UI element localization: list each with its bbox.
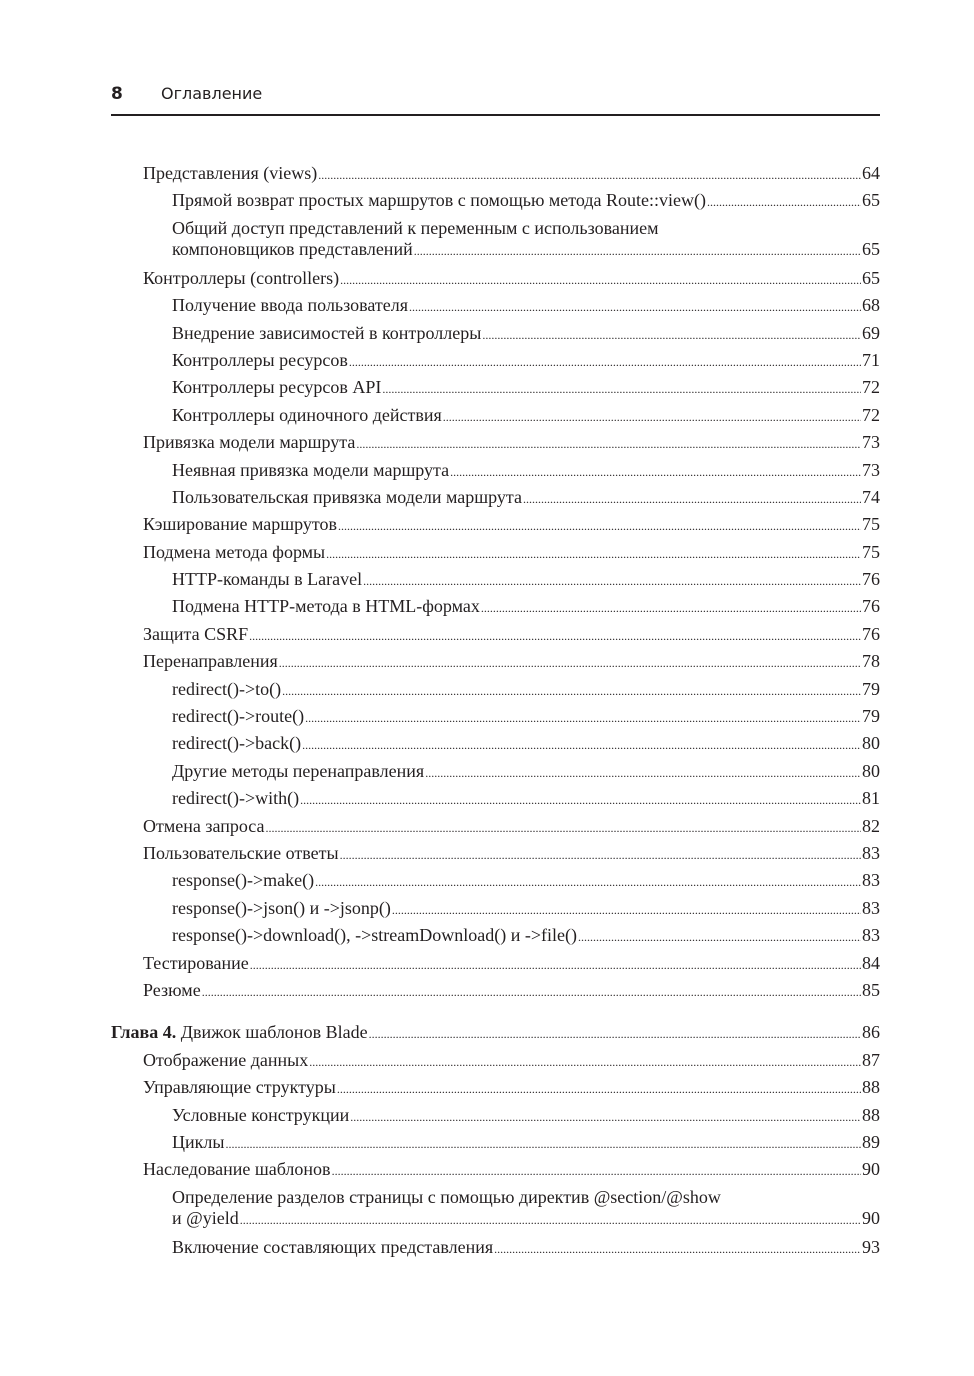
toc-entry	[111, 1102, 880, 1129]
toc-entry	[111, 840, 880, 867]
toc-entry	[111, 813, 880, 840]
toc-page-number: 86	[862, 1022, 880, 1043]
toc-entry	[111, 484, 880, 511]
toc-entry	[111, 621, 880, 648]
dot-leader	[249, 623, 861, 650]
toc-entry-title: Наследование шаблонов	[143, 1159, 331, 1180]
dot-leader	[363, 568, 861, 595]
toc-chapter-entry	[111, 1019, 880, 1046]
toc-entry	[111, 730, 880, 757]
dot-leader	[250, 952, 861, 979]
toc-page-number: 65	[862, 190, 880, 211]
dot-leader	[578, 924, 861, 951]
toc-entry-title: redirect()->route()	[172, 706, 305, 727]
toc-page-number: 75	[862, 541, 880, 562]
toc-entry-line2	[172, 239, 880, 262]
dot-leader	[707, 189, 861, 216]
dot-leader	[350, 1104, 861, 1131]
toc-entry	[111, 703, 880, 730]
toc-entry	[111, 160, 880, 187]
toc-entry-title: Отображение данных	[143, 1049, 309, 1070]
chapter-label: Глава 4.	[111, 1022, 177, 1043]
dot-leader	[340, 842, 861, 869]
toc-page-number: 69	[862, 322, 880, 343]
toc-page-number: 74	[862, 486, 880, 507]
dot-leader	[337, 1076, 861, 1103]
toc-entry	[111, 1184, 880, 1234]
toc-page-number: 83	[862, 842, 880, 863]
toc-entry-title-line2: и @yield	[172, 1207, 239, 1228]
chapter-title: Движок шаблонов Blade	[176, 1022, 368, 1043]
dot-leader	[305, 705, 861, 732]
dot-leader	[318, 162, 861, 189]
dot-leader	[279, 650, 861, 677]
toc-entry	[111, 676, 880, 703]
toc-entry-title: Резюме	[143, 979, 201, 1000]
toc-entry-title: Контроллеры ресурсов	[172, 349, 348, 370]
toc-entry	[111, 429, 880, 456]
dot-leader	[414, 241, 861, 262]
toc-entry-line2	[172, 1208, 880, 1231]
toc-page-number: 83	[862, 897, 880, 918]
toc-page-number: 84	[862, 952, 880, 973]
toc-entry	[111, 511, 880, 538]
toc-entry	[111, 785, 880, 812]
toc-entry-title: Пользовательские ответы	[143, 842, 339, 863]
toc-entry-title: Пользовательская привязка модели маршрута	[172, 486, 522, 507]
toc-entry-title: Внедрение зависимостей в контроллеры	[172, 322, 482, 343]
toc-page-number: 80	[862, 760, 880, 781]
toc-entry-title: Отмена запроса	[143, 815, 265, 836]
toc-page-number: 80	[862, 733, 880, 754]
toc-entry	[111, 320, 880, 347]
toc-page-number: 65	[862, 238, 880, 259]
toc-entry	[111, 457, 880, 484]
dot-leader	[356, 431, 861, 458]
toc-entry-title: Защита CSRF	[143, 623, 249, 644]
toc-entry	[111, 402, 880, 429]
toc-entry	[111, 265, 880, 292]
toc-page-number: 65	[862, 267, 880, 288]
dot-leader	[300, 787, 861, 814]
toc-entry	[111, 187, 880, 214]
dot-leader	[409, 294, 861, 321]
dot-leader	[202, 979, 861, 1006]
dot-leader	[523, 486, 861, 513]
toc-entry	[111, 292, 880, 319]
toc-page-number: 79	[862, 706, 880, 727]
toc-entry-title: Контроллеры (controllers)	[143, 267, 340, 288]
toc-entry-title: Привязка модели маршрута	[143, 432, 356, 453]
toc-page-number: 90	[862, 1207, 880, 1228]
toc-entry	[111, 950, 880, 977]
toc-entry	[111, 758, 880, 785]
toc-page-number: 82	[862, 815, 880, 836]
dot-leader	[332, 1158, 861, 1185]
toc-page-number: 78	[862, 651, 880, 672]
dot-leader	[481, 595, 861, 622]
toc-page-number: 64	[862, 163, 880, 183]
dot-leader	[315, 869, 861, 896]
dot-leader	[340, 267, 861, 294]
dot-leader	[302, 732, 861, 759]
toc-entry	[111, 347, 880, 374]
toc-page-number: 83	[862, 870, 880, 891]
toc-entry	[111, 566, 880, 593]
toc-entry-title: response()->download(), ->streamDownload() и ->file()	[172, 925, 577, 946]
toc-entry-title: Подмена метода формы	[143, 541, 326, 562]
toc-entry	[111, 593, 880, 620]
toc-entry-title-line1: Общий доступ представлений к переменным с использованием	[172, 217, 659, 238]
toc-entry-title: Контроллеры одиночного действия	[172, 404, 442, 425]
toc-entry	[111, 1047, 880, 1074]
dot-leader	[392, 897, 861, 924]
toc-entry-title	[111, 1019, 368, 1046]
toc-entry-title: response()->make()	[172, 870, 315, 891]
toc-page-number: 89	[862, 1131, 880, 1152]
toc-entry-title: Перенаправления	[143, 651, 278, 672]
toc-page-number: 75	[862, 514, 880, 535]
toc-page-number: 81	[862, 788, 880, 809]
toc-page-number: 68	[862, 295, 880, 316]
toc-page-number: 73	[862, 459, 880, 480]
table-of-contents	[111, 160, 880, 1261]
dot-leader	[382, 376, 861, 403]
toc-page-number: 90	[862, 1159, 880, 1180]
toc-entry-title: Представления (views)	[143, 163, 318, 183]
toc-entry-title: Прямой возврат простых маршрутов с помощью метода Route::view()	[172, 190, 707, 211]
dot-leader	[309, 1049, 861, 1076]
toc-page-number: 83	[862, 925, 880, 946]
toc-entry-title: Контроллеры ресурсов API	[172, 377, 382, 398]
dot-leader	[369, 1021, 861, 1048]
toc-entry-title: Управляющие структуры	[143, 1077, 336, 1098]
toc-page-number: 93	[862, 1236, 880, 1257]
toc-entry-title: response()->json() и ->jsonp()	[172, 897, 391, 918]
toc-page-number: 88	[862, 1104, 880, 1125]
toc-entry	[111, 922, 880, 949]
toc-page-number: 79	[862, 678, 880, 699]
dot-leader	[482, 322, 861, 349]
dot-leader	[225, 1131, 861, 1158]
toc-page-number: 76	[862, 596, 880, 617]
toc-page-number: 72	[862, 377, 880, 398]
toc-page-number: 76	[862, 569, 880, 590]
toc-entry	[111, 977, 880, 1004]
toc-entry-title: redirect()->back()	[172, 733, 302, 754]
dot-leader	[450, 459, 861, 486]
toc-entry-title: Кэширование маршрутов	[143, 514, 338, 535]
dot-leader	[494, 1236, 861, 1263]
toc-entry-title: Получение ввода пользователя	[172, 295, 409, 316]
toc-entry-title: redirect()->with()	[172, 788, 300, 809]
dot-leader	[425, 760, 861, 787]
toc-entry	[111, 648, 880, 675]
toc-page-number: 85	[862, 979, 880, 1000]
toc-entry-title: Включение составляющих представления	[172, 1236, 494, 1257]
toc-page-number: 72	[862, 404, 880, 425]
toc-entry	[111, 374, 880, 401]
toc-entry-title: HTTP-команды в Laravel	[172, 569, 363, 590]
dot-leader	[349, 349, 861, 376]
toc-page-number: 71	[862, 349, 880, 370]
toc-entry-title-line1: Определение разделов страницы с помощью директив @section/@show	[172, 1186, 721, 1207]
page-number: 8	[111, 84, 123, 104]
dot-leader	[326, 541, 861, 568]
toc-entry-title-line2: компоновщиков представлений	[172, 238, 413, 259]
toc-entry	[111, 1074, 880, 1101]
toc-entry-title: Циклы	[172, 1131, 225, 1152]
toc-entry-title: Подмена HTTP-метода в HTML-формах	[172, 596, 480, 617]
dot-leader	[338, 513, 861, 540]
toc-page-number: 76	[862, 623, 880, 644]
running-header-title: Оглавление	[161, 84, 263, 103]
toc-entry	[111, 215, 880, 265]
dot-leader	[443, 404, 861, 431]
toc-page-number: 73	[862, 432, 880, 453]
toc-entry	[111, 867, 880, 894]
toc-entry	[111, 895, 880, 922]
toc-entry-title: Условные конструкции	[172, 1104, 350, 1125]
toc-entry	[111, 539, 880, 566]
toc-page-number: 88	[862, 1077, 880, 1098]
toc-entry	[111, 1234, 880, 1261]
toc-entry-title: Тестирование	[143, 952, 249, 973]
toc-entry-title: Другие методы перенаправления	[172, 760, 425, 781]
toc-entry-title: redirect()->to()	[172, 678, 282, 699]
running-header	[111, 82, 880, 116]
dot-leader	[282, 678, 861, 705]
toc-entry	[111, 1156, 880, 1183]
dot-leader	[240, 1210, 861, 1231]
dot-leader	[266, 815, 861, 842]
toc-page-number: 87	[862, 1049, 880, 1070]
toc-entry-title: Неявная привязка модели маршрута	[172, 459, 450, 480]
toc-entry	[111, 1129, 880, 1156]
